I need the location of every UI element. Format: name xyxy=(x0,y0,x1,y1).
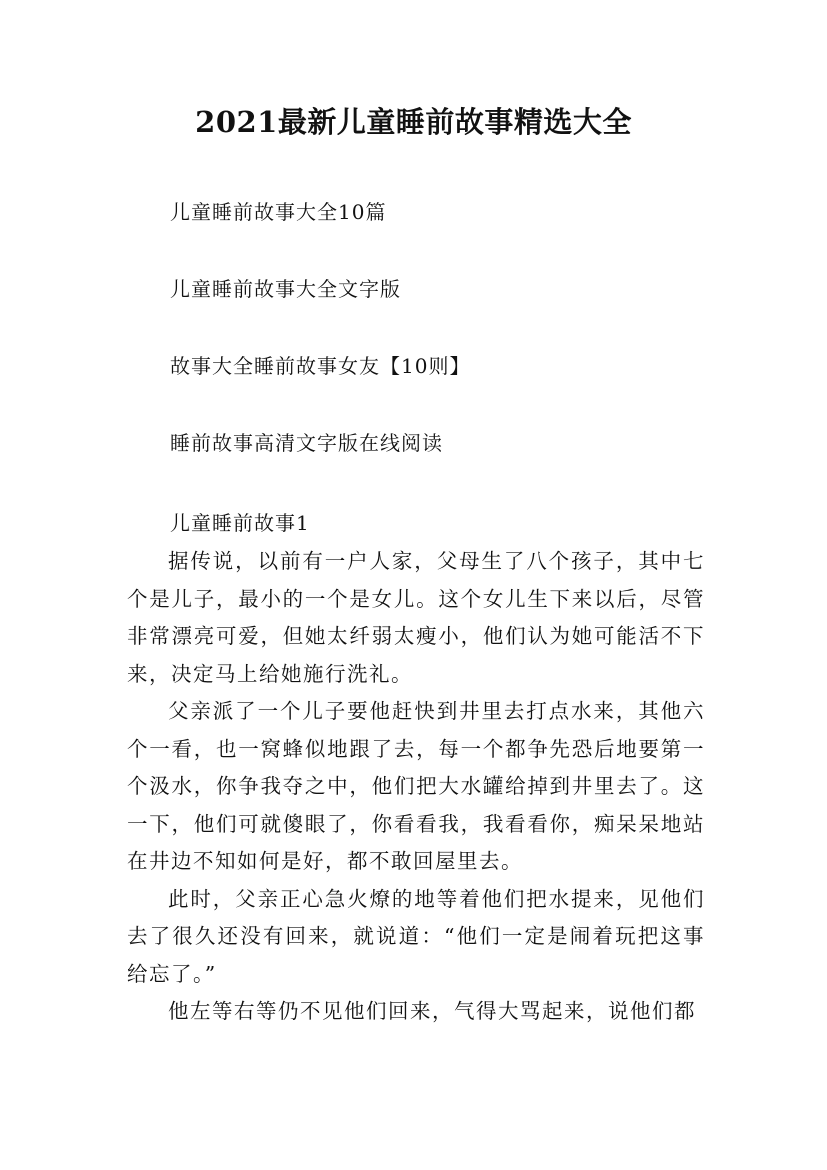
table-of-contents xyxy=(170,195,730,503)
toc-item: 故事大全睡前故事女友【10则】 xyxy=(170,354,471,378)
paragraph: 此时，父亲正心急火燎的地等着他们把水提来，见他们去了很久还没有回来，就说道：“他们一定是闹着玩把这事给忘了。” xyxy=(127,886,705,986)
story-heading: 儿童睡前故事1 xyxy=(170,511,310,535)
document-title: 2021最新儿童睡前故事精选大全 xyxy=(195,105,632,139)
paragraph: 据传说，以前有一户人家，父母生了八个孩子，其中七个是儿子，最小的一个是女儿。这个女儿生下来以后，尽管非常漂亮可爱，但她太纤弱太瘦小，他们认为她可能活不下来，决定马上给她施行洗礼。 xyxy=(127,549,705,686)
paragraph: 他左等右等仍不见他们回来，气得大骂起来，说他们都 xyxy=(168,999,696,1023)
paragraph: 父亲派了一个儿子要他赶快到井里去打点水来，其他六个一看，也一窝蜂似地跟了去，每一个都争先恐后地要第一个汲水，你争我夺之中，他们把大水罐给掉到井里去了。这一下，他们可就傻眼了，你看看我，我看看你，痴呆呆地站在井边不知如何是好，都不敢回屋里去。 xyxy=(127,699,705,873)
toc-item: 儿童睡前故事大全文字版 xyxy=(170,277,401,301)
toc-item: 睡前故事高清文字版在线阅读 xyxy=(170,431,443,455)
story-body xyxy=(127,543,705,1031)
toc-item: 儿童睡前故事大全10篇 xyxy=(170,200,387,224)
